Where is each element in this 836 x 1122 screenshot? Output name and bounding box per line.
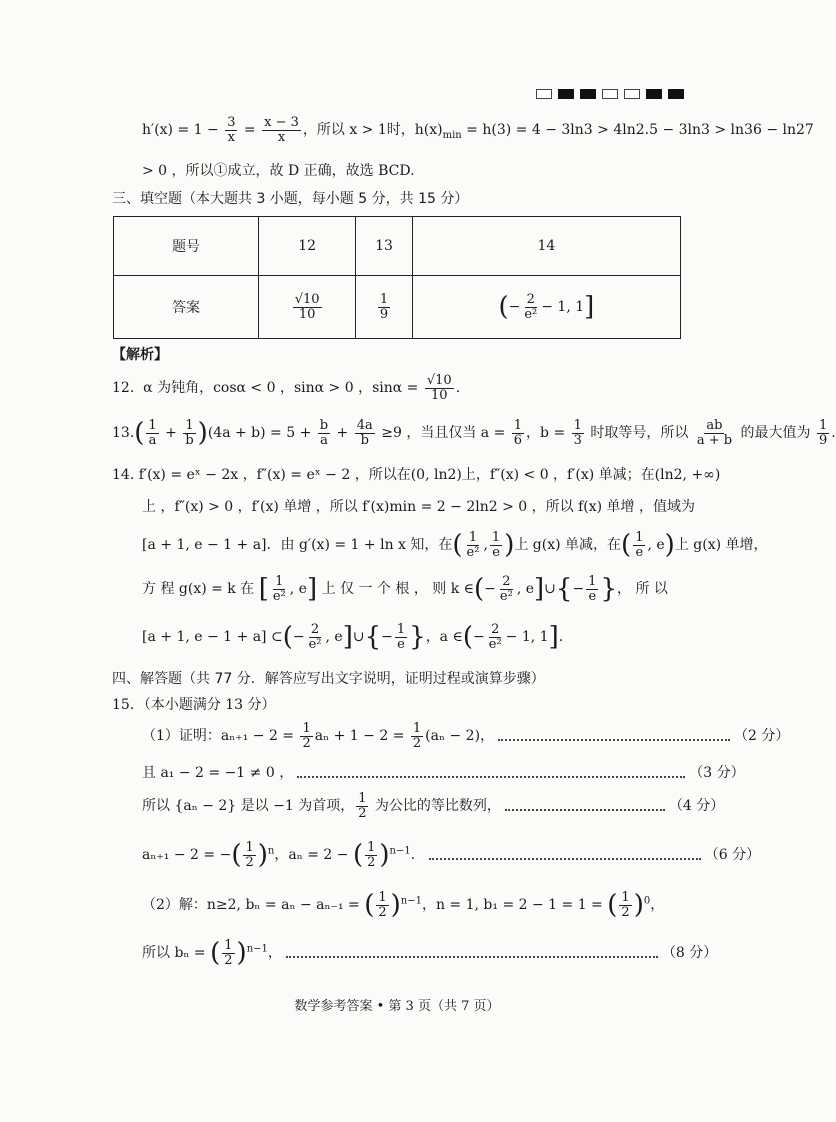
section-3-heading: 三、填空题（本大题共 3 小题，每小题 5 分，共 15 分）	[112, 191, 469, 207]
header-mark	[646, 89, 662, 99]
header-mark	[536, 89, 552, 99]
header-mark	[624, 89, 640, 99]
solution-line-conclusion: > 0 ，所以①成立，故 D 正确，故选 BCD.	[142, 163, 415, 179]
section-4-heading: 四、解答题（共 77 分．解答应写出文字说明，证明过程或演算步骤）	[112, 671, 545, 687]
header-mark	[602, 89, 618, 99]
table-header-cell: 12	[259, 217, 356, 276]
header-mark	[668, 89, 684, 99]
q15-heading: 15．（本小题满分 13 分）	[112, 697, 276, 713]
q14-line-4: 方 程 g(x) = k 在 [ $\frac{1}{\text{e²}}$ , e] 上 仅 一 个 根 ， 则 k ∈(− $\frac{2}{\text{e²}}$ , e]∪{− $\frac{1}{e}$ }， 所 以	[142, 573, 668, 604]
q12-solution: 12. α 为钝角，cosα < 0 ，sinα > 0 ，sinα = $\frac{√10}{10}$ .	[112, 373, 461, 403]
q14-line-1: 14. f′(x) = eˣ − 2x ，f″(x) = eˣ − 2 ，所以在(0, ln2)上，f″(x) < 0 ，f′(x) 单减；在(ln2, +∞)	[112, 467, 721, 483]
q13-solution: 13.( $\frac{1}{a}$ + $\frac{1}{b}$ )(4a + b) = 5 + $\frac{b}{a}$ + $\frac{4a}{b}$ ≥9 ，当且仅当 a = $\frac{1}{6}$ ，b = $\frac{1}{3}$ 时取等号，所以 $\frac{ab}{a + b}$ 的最大值为 $\frac{1}{9}$ .	[112, 417, 836, 448]
q15-step-6: 所以 bₙ = ( $\frac{1}{2}$ )$^{n-1}$， （8 分）	[142, 937, 718, 968]
q15-step-5: （2）解：n≥2, bₙ = aₙ − aₙ₋₁ = ( $\frac{1}{2}$ )$^{n-1}$，n = 1, b₁ = 2 − 1 = 1 = ( $\frac{1}{2}$ )$^0$，	[142, 889, 665, 920]
answer-table	[113, 216, 681, 339]
table-header-cell: 题号	[114, 217, 259, 276]
q15-step-3: 所以 {aₙ − 2} 是以 −1 为首项， $\frac{1}{2}$ 为公比的等比数列， （4 分）	[142, 791, 725, 821]
table-row-label: 答案	[114, 276, 259, 339]
answer-14: (− $\frac{2}{\text{e²}}$ − 1, 1]	[412, 276, 680, 339]
q14-line-2: 上 ，f″(x) > 0 ，f′(x) 单增 ，所以 f′(x)min = 2 − 2ln2 > 0 ，所以 f(x) 单增 ，值域为	[142, 499, 695, 515]
q15-step-4: aₙ₊₁ − 2 = −( $\frac{1}{2}$ )$^n$，aₙ = 2 − ( $\frac{1}{2}$ )$^{n-1}$． （6 分）	[142, 839, 761, 870]
table-header-cell: 14	[412, 217, 680, 276]
table-header-cell: 13	[356, 217, 413, 276]
solution-line-h: h′(x) = 1 − $\frac{3}{x}$ = $\frac{x - 3}{x}$ ，所以 x > 1时，$h(x)_{min} = h(3) = 4 - 3\ln 3 > 4\ln 2.5 - 3\ln 3 > \ln 36 - \ln 27$	[142, 115, 814, 145]
answer-13: $\frac{1}{9}$	[356, 276, 413, 339]
header-mark	[580, 89, 596, 99]
page-footer: 数学参考答案 • 第 3 页（共 7 页）	[294, 999, 500, 1014]
answer-12: $\frac{√10}{10}$	[259, 276, 356, 339]
q14-line-5: [a + 1, e − 1 + a] ⊂(− $\frac{2}{\text{e²}}$ , e]∪{− $\frac{1}{e}$ }，a ∈(− $\frac{2}{\text{e²}}$ − 1, 1].	[142, 621, 564, 652]
q14-line-3: [a + 1, e − 1 + a]．由 g′(x) = 1 + ln x 知，在( $\frac{1}{\text{e²}}$ , $\frac{1}{e}$ )上 g(x) 单减，在( $\frac{1}{e}$ , e)上 g(x) 单增，	[142, 529, 768, 560]
analysis-label: 【解析】	[112, 347, 168, 363]
q15-step-1: （1）证明：aₙ₊₁ − 2 = $\frac{1}{2}$ aₙ + 1 − 2 = $\frac{1}{2}$ (aₙ − 2)， （2 分）	[142, 721, 790, 751]
header-marks	[536, 89, 684, 99]
q15-step-2: 且 a₁ − 2 = −1 ≠ 0 ， （3 分）	[142, 765, 745, 781]
header-mark	[558, 89, 574, 99]
